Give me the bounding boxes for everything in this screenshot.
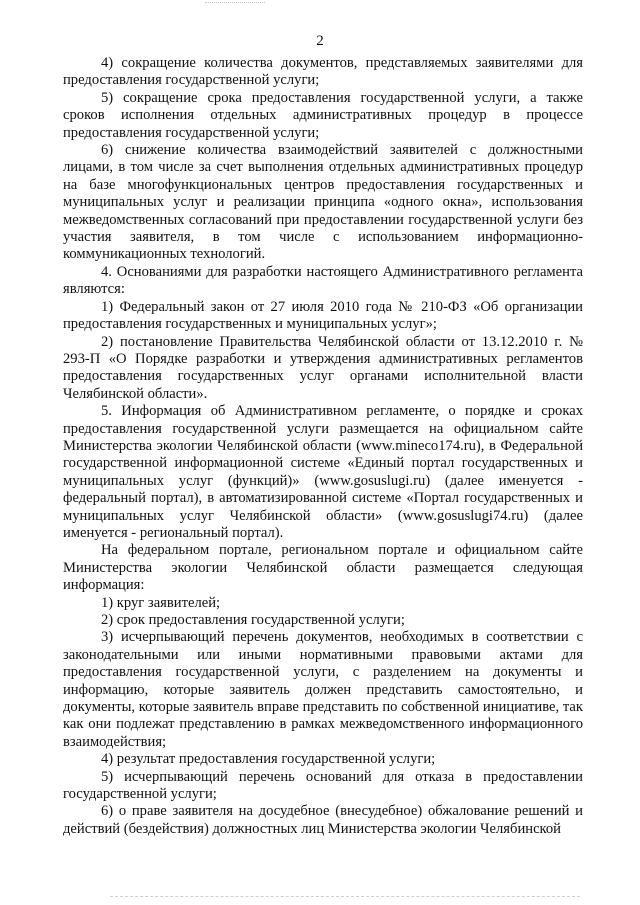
paragraph: 2) срок предоставления государственной услуги;	[101, 612, 405, 628]
paragraph: 6) о праве заявителя на досудебное (внесудебное) обжалование решений и действий (бездействия) должностных лиц Министерства экологии Челябинской	[63, 803, 583, 837]
paragraph: 3) исчерпывающий перечень документов, необходимых в соответствии с законодательными или иными нормативными правовыми актами для предоставления государственной услуги, с разделением на документы и информацию, которые заявитель должен представить самостоятельно, и документы, которые заявитель вправе представить по собственной инициативе, так как они подлежат представлению в рамках межведомственного информационного взаимодействия;	[63, 629, 583, 750]
paragraph: На федеральном портале, региональном портале и официальном сайте Министерства экологии Челябинской области размещается следующая информация:	[63, 542, 583, 594]
paragraph: 1) Федеральный закон от 27 июля 2010 года № 210-ФЗ «Об организации предоставления государственных и муниципальных услуг»;	[63, 298, 583, 333]
paragraph: 5) сокращение срока предоставления государственной услуги, а также сроков исполнения отдельных административных процедур в процессе предоставления государственной услуги;	[63, 89, 583, 141]
scan-edge-line	[110, 896, 580, 897]
paragraph: 5) исчерпывающий перечень оснований для отказа в предоставлении государственной услуги;	[63, 768, 583, 803]
paragraph: 1) круг заявителей;	[101, 594, 221, 611]
document-body	[63, 55, 583, 838]
page-number: 2	[316, 33, 324, 49]
paragraph: 4) сокращение количества документов, представляемых заявителями для предоставления государственной услуги;	[63, 55, 583, 89]
paragraph: 4) результат предоставления государственной услуги;	[101, 751, 436, 768]
scan-artifact	[205, 2, 265, 7]
paragraph: 2) постановление Правительства Челябинской области от 13.12.2010 г. № 293-П «О Порядке разработки и утверждения административных регламентов предоставления государственных услуг органами исполнительной власти Челябинской области».	[63, 333, 583, 402]
paragraph: 4. Основаниями для разработки настоящего Административного регламента являются:	[63, 263, 583, 298]
paragraph: 6) снижение количества взаимодействий заявителей с должностными лицами, в том числе за счет выполнения отдельных административных процедур на базе многофункциональных центров предоставления государственных и муниципальных услуг и реализации принципа «одного окна», использования межведомственных согласований при предоставлении государственной услуги без участия заявителя, в том числе с использованием информационно-коммуникационных технологий.	[63, 142, 583, 263]
paragraph: 5. Информация об Административном регламенте, о порядке и сроках предоставления государственной услуги размещается на официальном сайте Министерства экологии Челябинской области (www.mineco174.ru), в Федеральной государственной информационной системе «Единый портал государственных и муниципальных услуг (функций)» (www.gosuslugi.ru) (далее именуется - федеральный портал), в автоматизированной системе «Портал государственных и муниципальных услуг Челябинской области» (www.gosuslugi74.ru) (далее именуется - региональный портал).	[63, 403, 583, 541]
